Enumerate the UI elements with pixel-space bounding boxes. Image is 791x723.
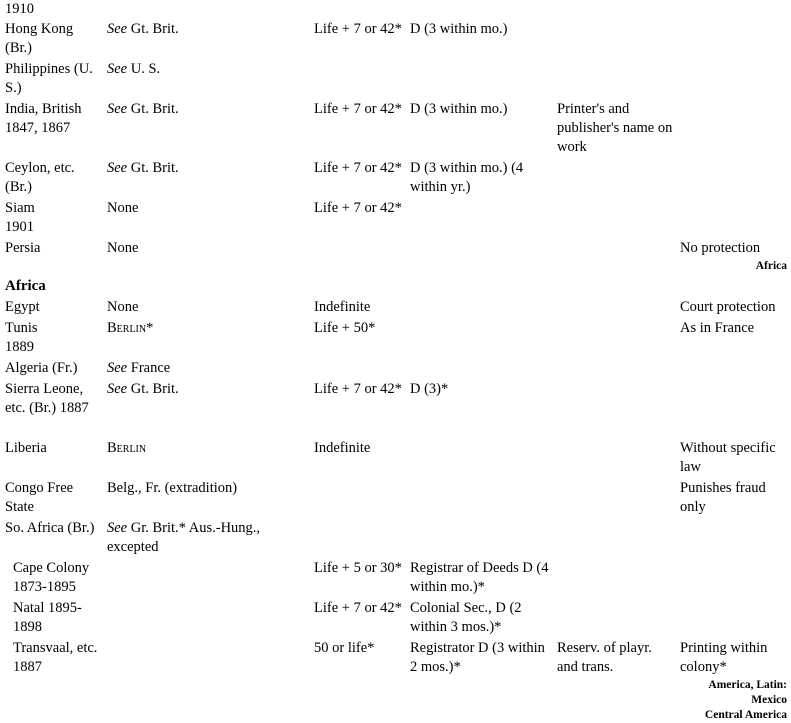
remarks-cell: Court protection: [680, 299, 776, 315]
convention-cell: None: [107, 240, 139, 256]
duration-cell: Indefinite: [314, 299, 371, 315]
convention-cell: See Gt. Brit.: [107, 101, 179, 117]
convention-cell: Berlin*: [107, 320, 154, 336]
convention-cell: Berlin: [107, 440, 147, 456]
convention-cell: None: [107, 200, 139, 216]
duration-cell: Life + 7 or 42*: [314, 21, 402, 37]
remarks-cell: Without specific law: [680, 440, 776, 475]
running-head-central-america: Central America: [704, 709, 787, 721]
country-cell: Congo Free State: [5, 480, 74, 515]
duration-cell: Life + 7 or 42*: [314, 381, 402, 397]
notice-cell: Printer's and publisher's name on work: [557, 101, 673, 155]
country-cell: Hong Kong (Br.): [5, 21, 74, 56]
running-head-america: America, Latin:: [708, 679, 787, 691]
country-cell: So. Africa (Br.): [5, 520, 95, 536]
registration-cell: D (3 within mo.): [410, 101, 508, 117]
registration-cell: Registrator D (3 within 2 mos.)*: [410, 640, 545, 675]
country-cell: Sierra Leone, etc. (Br.) 1887: [5, 381, 89, 416]
country-cell: Egypt: [5, 299, 40, 315]
duration-cell: Life + 5 or 30*: [314, 560, 402, 576]
remarks-cell: No protection: [680, 240, 761, 256]
registration-cell: D (3)*: [410, 381, 449, 397]
convention-cell: See Gt. Brit.: [107, 160, 179, 176]
convention-cell: See Gt. Brit.: [107, 21, 179, 37]
country-cell: Natal 1895-1898: [13, 600, 82, 635]
convention-cell: None: [107, 299, 139, 315]
convention-cell: Belg., Fr. (extradition): [107, 480, 238, 496]
convention-cell: See Gr. Brit.* Aus.-Hung., excepted: [107, 520, 261, 555]
country-cell: Ceylon, etc. (Br.): [5, 160, 75, 195]
section-heading: Africa: [5, 278, 46, 294]
duration-cell: Life + 7 or 42*: [314, 200, 402, 216]
convention-cell: See France: [107, 360, 171, 376]
remarks-cell: As in France: [680, 320, 755, 336]
country-cell: Philippines (U. S.): [5, 61, 93, 96]
registration-cell: D (3 within mo.) (4 within yr.): [410, 160, 524, 195]
duration-cell: Life + 7 or 42*: [314, 160, 402, 176]
country-cell: Persia: [5, 240, 41, 256]
registration-cell: D (3 within mo.): [410, 21, 508, 37]
duration-cell: Indefinite: [314, 440, 371, 456]
remarks-cell: Printing within colony*: [680, 640, 768, 675]
remarks-cell: Punishes fraud only: [680, 480, 766, 515]
country-cell: Algeria (Fr.): [5, 360, 78, 376]
registration-cell: Registrar of Deeds D (4 within mo.)*: [410, 560, 549, 595]
running-head-africa: Africa: [755, 260, 787, 272]
country-cell: Siam 1901: [5, 200, 35, 235]
duration-cell: Life + 7 or 42*: [314, 600, 402, 616]
running-head-mexico: Mexico: [751, 694, 787, 706]
country-cell: Liberia: [5, 440, 47, 456]
duration-cell: 50 or life*: [314, 640, 375, 656]
convention-cell: See Gt. Brit.: [107, 381, 179, 397]
country-cell: India, British 1847, 1867: [5, 101, 82, 136]
country-cell: Transvaal, etc. 1887: [13, 640, 98, 675]
notice-cell: Reserv. of playr. and trans.: [557, 640, 652, 675]
duration-cell: Life + 50*: [314, 320, 376, 336]
country-cell: Cape Colony 1873-1895: [13, 560, 90, 595]
country-cell: 1910: [5, 1, 34, 17]
duration-cell: Life + 7 or 42*: [314, 101, 402, 117]
country-cell: Tunis 1889: [5, 320, 38, 355]
registration-cell: Colonial Sec., D (2 within 3 mos.)*: [410, 600, 522, 635]
convention-cell: See U. S.: [107, 61, 161, 77]
